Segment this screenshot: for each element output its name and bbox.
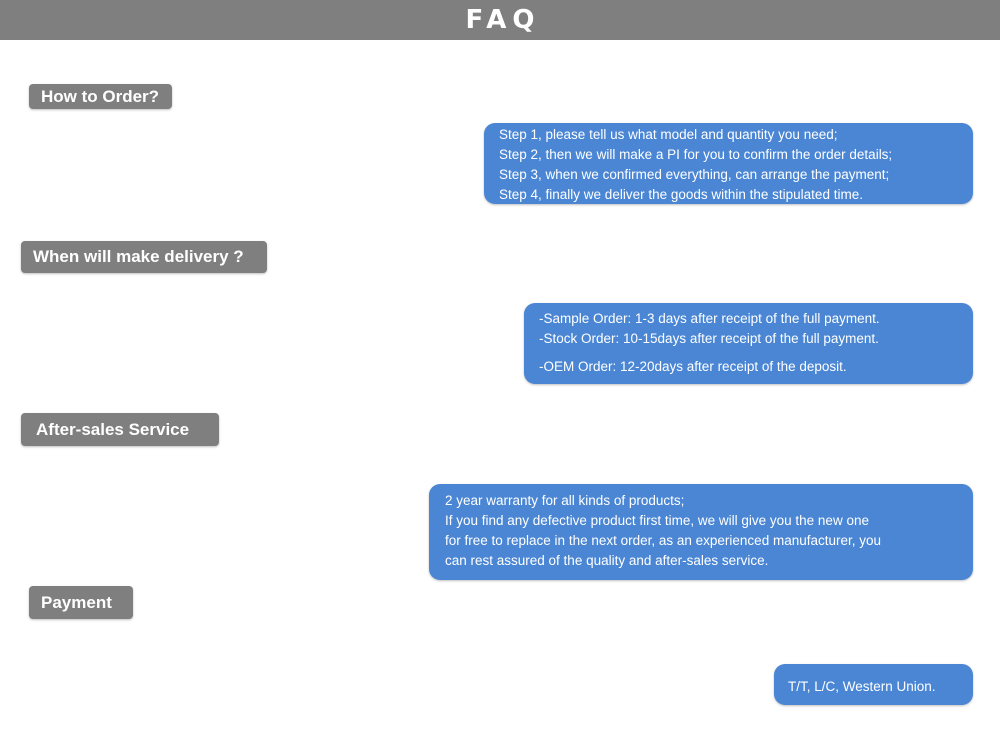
answer-when-delivery (524, 303, 973, 384)
answer-payment (774, 664, 973, 705)
page-title: FAQ (465, 5, 541, 35)
answer-line: -OEM Order: 12-20days after receipt of the deposit. (539, 359, 847, 374)
question-when-delivery: When will make delivery ? (21, 241, 267, 273)
answer-how-to-order (484, 123, 973, 204)
answer-line: T/T, L/C, Western Union. (788, 679, 936, 694)
answer-line: Step 4, finally we deliver the goods within the stipulated time. (499, 187, 863, 202)
answer-line: 2 year warranty for all kinds of products; (445, 493, 685, 508)
answer-line: -Sample Order: 1-3 days after receipt of the full payment. (539, 311, 880, 326)
question-payment: Payment (29, 586, 133, 619)
answer-line: -Stock Order: 10-15days after receipt of the full payment. (539, 331, 879, 346)
faq-header-bar (0, 0, 1000, 40)
question-how-to-order: How to Order? (29, 84, 172, 109)
answer-line: for free to replace in the next order, as an experienced manufacturer, you (445, 533, 882, 548)
answer-line: If you find any defective product first time, we will give you the new one (445, 513, 869, 528)
answer-line: Step 1, please tell us what model and quantity you need; (499, 127, 838, 142)
answer-line: can rest assured of the quality and after-sales service. (445, 553, 769, 568)
answer-line: Step 2, then we will make a PI for you to confirm the order details; (499, 147, 893, 162)
answer-line: Step 3, when we confirmed everything, can arrange the payment; (499, 167, 890, 182)
question-after-sales: After-sales Service (21, 413, 219, 446)
answer-after-sales (429, 484, 973, 580)
